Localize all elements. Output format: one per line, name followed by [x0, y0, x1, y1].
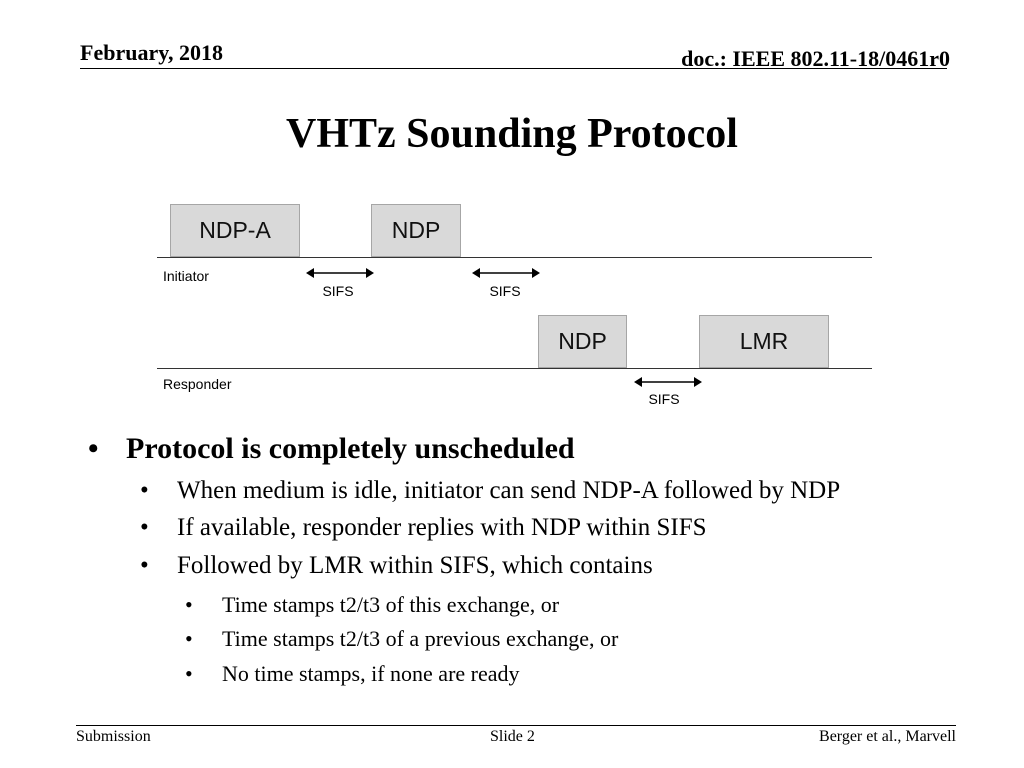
bullet-sub-text: When medium is idle, initiator can send NDP-A followed by NDP [177, 477, 841, 504]
bullet-glyph: • [88, 432, 99, 465]
bullet-subsub-3 [185, 661, 520, 687]
header-date: February, 2018 [80, 40, 223, 65]
frame-ndp-a: NDP-A [170, 204, 300, 257]
bullet-sub-3 [140, 552, 653, 580]
sifs-arrow-3 [634, 376, 702, 388]
bullet-subsub-text: No time stamps, if none are ready [222, 661, 520, 686]
footer-divider [76, 725, 956, 726]
slide-title: VHTz Sounding Protocol [286, 111, 738, 157]
bullet-sub-text: Followed by LMR within SIFS, which contains [177, 552, 653, 579]
bullet-sub-2 [140, 514, 707, 542]
responder-label: Responder [163, 376, 232, 392]
bullet-subsub-text: Time stamps t2/t3 of this exchange, or [222, 592, 560, 617]
bullet-sub-1 [140, 477, 840, 505]
sifs-arrow-2 [472, 267, 540, 279]
responder-timeline [157, 368, 872, 369]
initiator-label: Initiator [163, 268, 209, 284]
footer-slide-number: Slide 2 [490, 728, 535, 745]
bullet-glyph: • [140, 552, 149, 579]
bullet-sub-text: If available, responder replies with NDP within SIFS [177, 514, 707, 541]
bullet-main [88, 432, 688, 472]
bullet-subsub-2 [185, 626, 618, 652]
bullet-glyph: • [140, 477, 149, 504]
bullet-glyph: • [140, 514, 149, 541]
bullet-subsub-1 [185, 592, 559, 618]
footer-left: Submission [76, 728, 151, 745]
bullet-main-text: Protocol is completely unscheduled [126, 432, 575, 465]
bullet-subsub-text: Time stamps t2/t3 of a previous exchange, or [222, 626, 619, 651]
sifs-label-1: SIFS [322, 283, 354, 299]
initiator-timeline [157, 257, 872, 258]
bullet-glyph: • [185, 661, 193, 686]
sifs-arrow-1 [306, 267, 374, 279]
header-doc-id: doc.: IEEE 802.11-18/0461r0 [681, 46, 950, 71]
sifs-label-3: SIFS [648, 391, 680, 407]
frame-ndp-initiator: NDP [371, 204, 461, 257]
bullet-glyph: • [185, 592, 193, 617]
frame-ndp-responder: NDP [538, 315, 627, 368]
sifs-label-2: SIFS [489, 283, 521, 299]
frame-lmr: LMR [699, 315, 829, 368]
footer-right: Berger et al., Marvell [819, 728, 956, 745]
bullet-glyph: • [185, 626, 193, 651]
